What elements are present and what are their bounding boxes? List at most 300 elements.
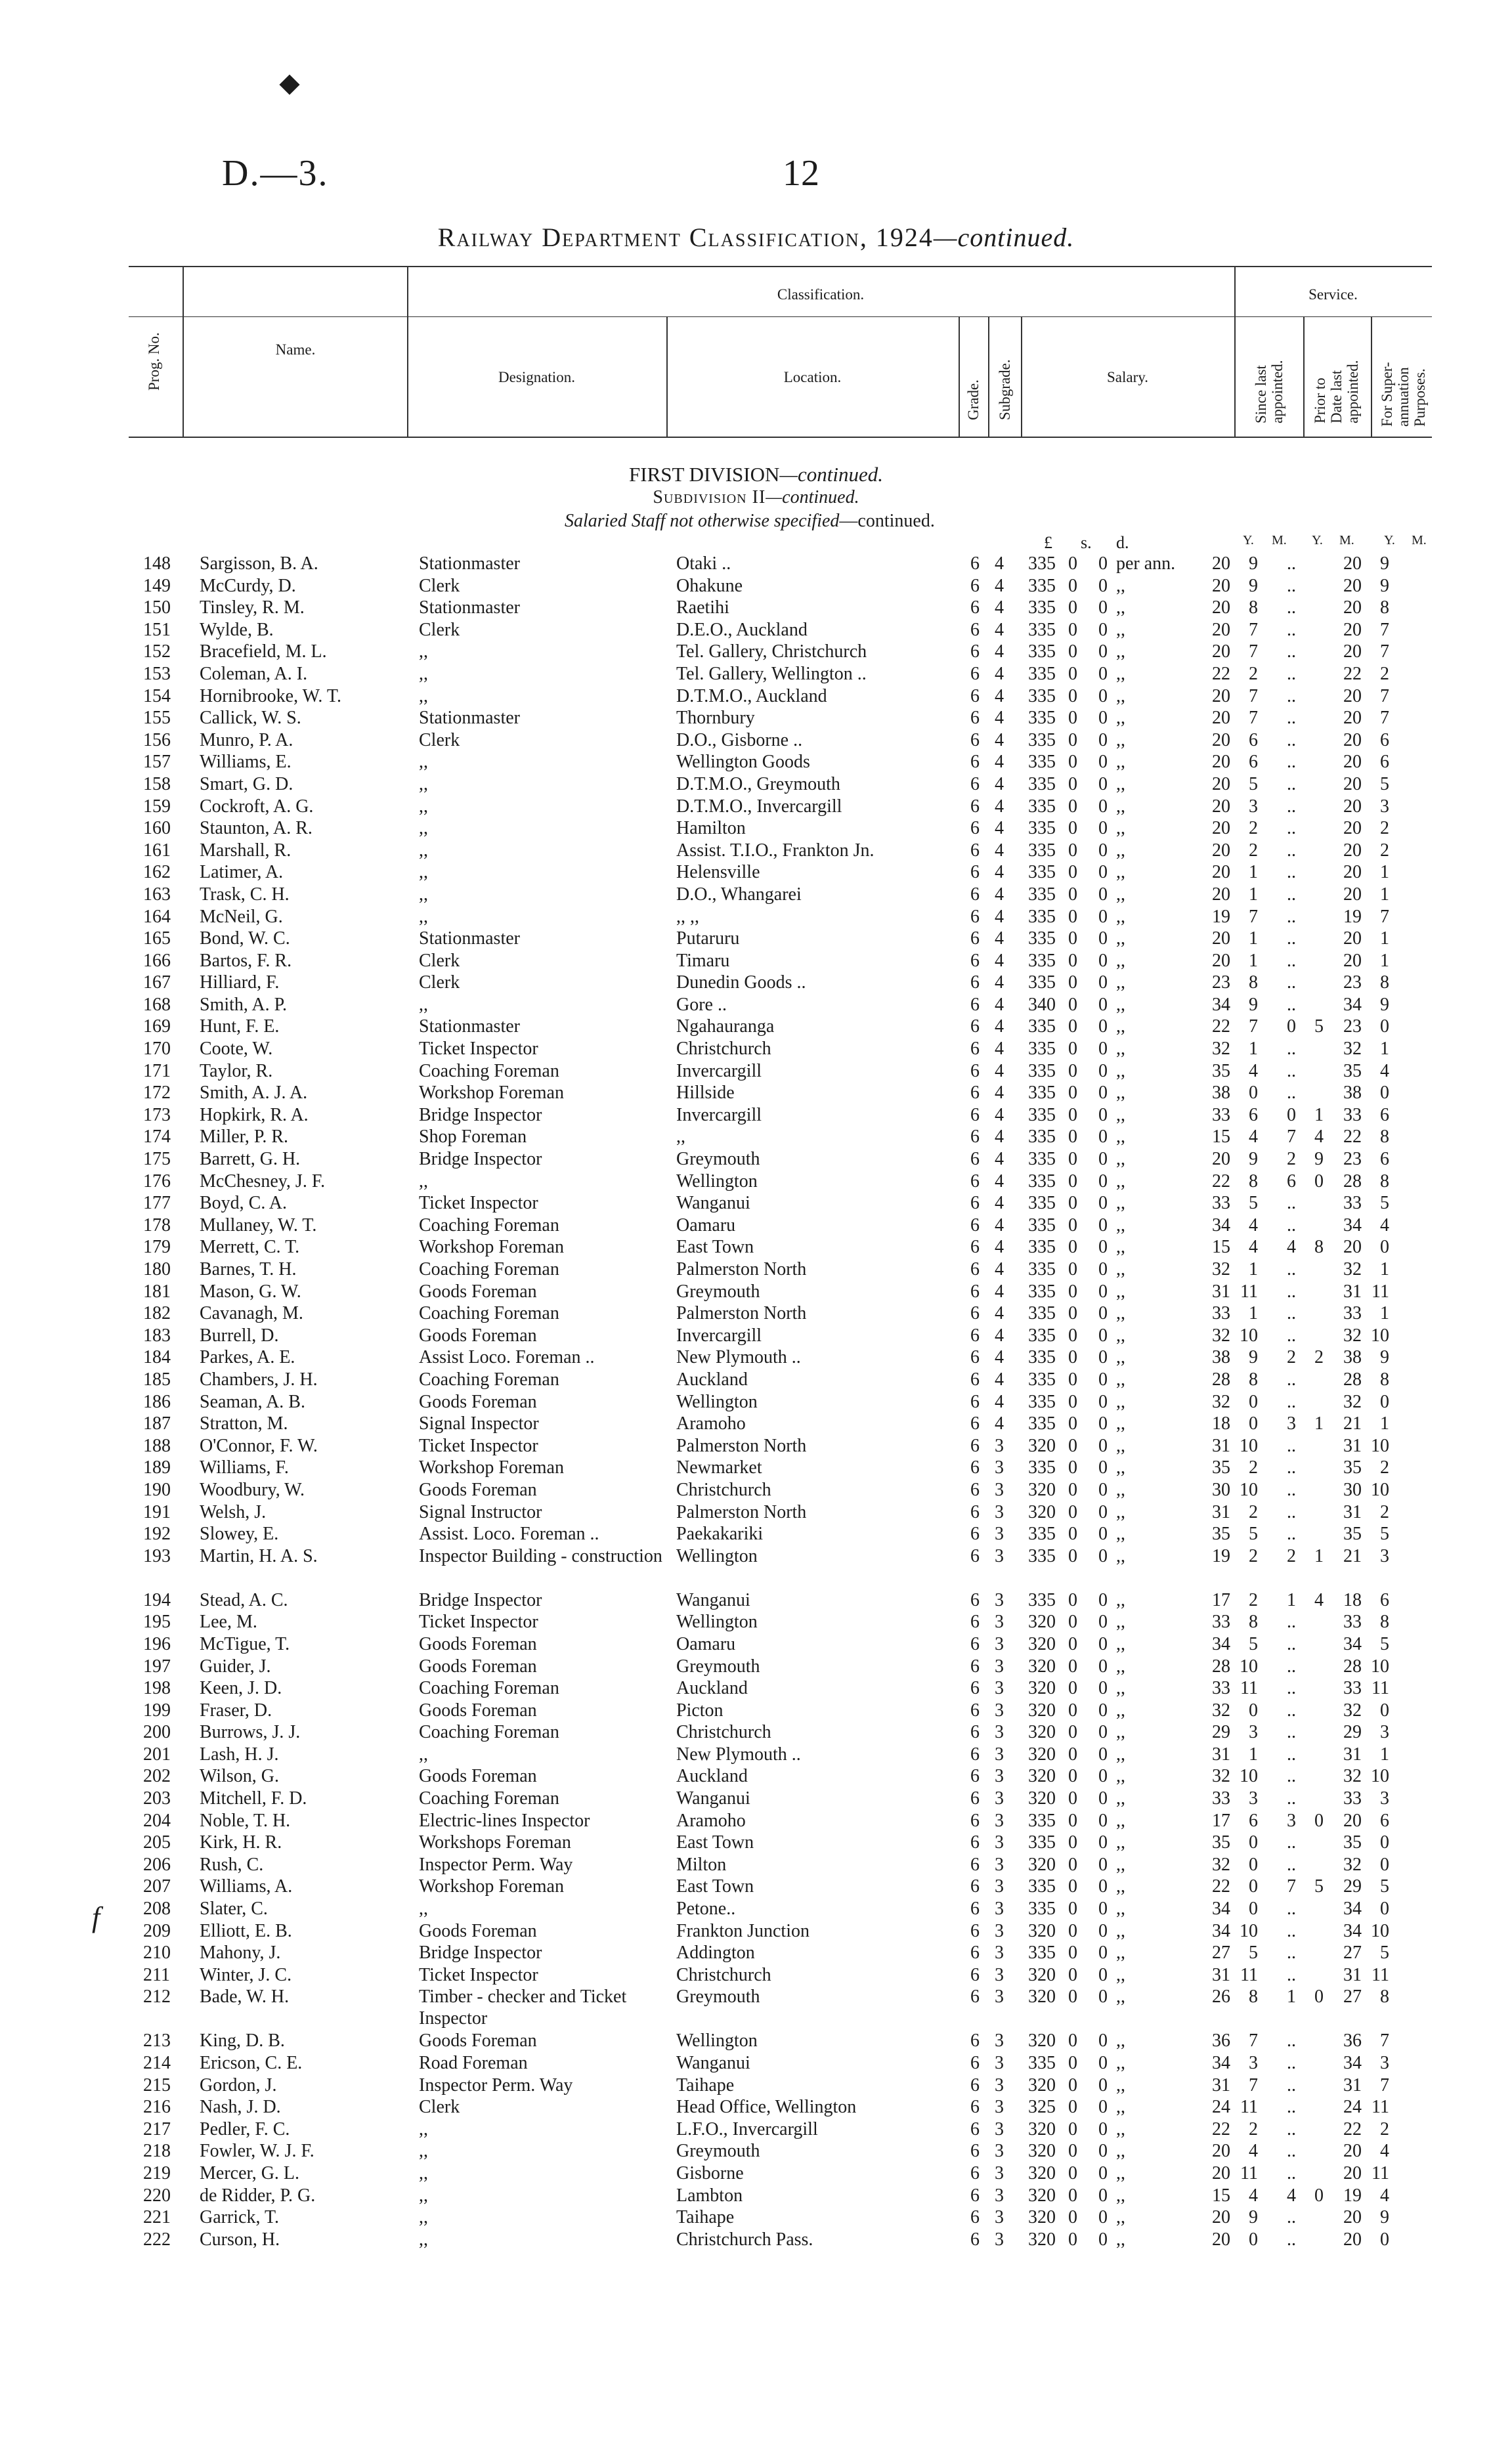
cell-super-years: 31: [1343, 1744, 1362, 1765]
cell-prior-months: [1296, 1523, 1324, 1545]
cell-name: Staunton, A. R.: [200, 818, 313, 839]
cell-name: Welsh, J.: [200, 1501, 267, 1522]
cell-since-years: 33: [1212, 1303, 1230, 1324]
cell-since-months: 11: [1240, 2162, 1258, 2183]
cell-super-years: 20: [1343, 752, 1362, 773]
cell-spacer: [1324, 2229, 1335, 2251]
cell-salary-shillings: 0: [1068, 840, 1077, 861]
cell-grade: 6: [970, 1524, 980, 1545]
table-row: [143, 1765, 1389, 1788]
cell-prior-months: [1296, 1854, 1324, 1876]
cell-spacer: [1258, 1721, 1270, 1744]
cell-prior-months: [1296, 1281, 1324, 1303]
cell-salary-period: ,,: [1116, 1171, 1125, 1192]
cell-salary-period: ,,: [1116, 1524, 1125, 1545]
table-row: [143, 1413, 1389, 1435]
cell-since-months: 8: [1249, 597, 1258, 618]
cell-prior-years: ..: [1287, 2162, 1296, 2183]
cell-spacer: [1324, 1479, 1335, 1501]
cell-super-months: 9: [1380, 575, 1389, 596]
cell-grade: 6: [970, 928, 980, 949]
cell-salary-pounds: 335: [1028, 972, 1056, 993]
cell-salary-pounds: 335: [1028, 1039, 1056, 1060]
cell-prior-years: ..: [1287, 619, 1296, 640]
cell-super-years: 23: [1343, 1016, 1362, 1037]
cell-since-years: 22: [1212, 663, 1230, 684]
cell-grade: 6: [970, 1237, 980, 1258]
cell-salary-pounds: 335: [1028, 1589, 1056, 1610]
cell-super-years: 19: [1343, 2185, 1362, 2206]
cell-prior-months: [1296, 1633, 1324, 1656]
cell-since-months: 5: [1249, 1943, 1258, 1964]
cell-since-months: 0: [1249, 1899, 1258, 1920]
cell-name: Fraser, D.: [200, 1700, 272, 1721]
cell-prog-no: 197: [143, 1656, 171, 1677]
cell-salary-pence: 0: [1098, 773, 1108, 794]
cell-prog-no: 202: [143, 1766, 171, 1787]
cell-designation: Signal Inspector: [419, 1413, 539, 1434]
currency-shillings: s.: [1081, 533, 1092, 552]
cell-name: Wilson, G.: [200, 1766, 279, 1787]
cell-designation: Goods Foreman: [419, 1633, 537, 1654]
cell-prior-months: [1296, 1258, 1324, 1281]
cell-since-years: 20: [1212, 884, 1230, 905]
cell-grade: 6: [970, 1369, 980, 1390]
cell-prog-no: 149: [143, 575, 171, 596]
cell-designation: ,,: [419, 884, 428, 905]
cell-since-months: 2: [1249, 1589, 1258, 1610]
cell-spacer: [1258, 641, 1270, 663]
cell-since-months: 6: [1249, 1104, 1258, 1125]
cell-since-months: 6: [1249, 752, 1258, 773]
cell-prog-no: 175: [143, 1149, 171, 1170]
cell-grade: 6: [970, 1171, 980, 1192]
cell-spacer: [1324, 1258, 1335, 1281]
cell-prior-months: [1296, 884, 1324, 906]
cell-since-months: 10: [1240, 1766, 1258, 1787]
cell-salary-pence: 0: [1098, 1149, 1108, 1170]
cell-prior-months: 2: [1314, 1347, 1324, 1368]
cell-super-years: 20: [1343, 773, 1362, 794]
cell-salary-pence: 0: [1098, 950, 1108, 971]
cell-spacer: [1324, 1060, 1335, 1083]
cell-salary-period: ,,: [1116, 2097, 1125, 2118]
cell-designation: Coaching Foreman: [419, 1369, 559, 1390]
cell-prog-no: 156: [143, 729, 171, 750]
cell-super-years: 30: [1343, 1479, 1362, 1500]
cell-prior-months: [1296, 1214, 1324, 1237]
cell-subgrade: 3: [995, 2141, 1004, 2162]
cell-super-years: 33: [1343, 1612, 1362, 1633]
cell-grade: 6: [970, 1259, 980, 1279]
cell-salary-pence: 0: [1098, 1920, 1108, 1941]
table-row: [143, 575, 1389, 597]
cell-salary-shillings: 0: [1068, 1016, 1077, 1037]
cell-subgrade: 3: [995, 1810, 1004, 1831]
cell-salary-pounds: 335: [1028, 2053, 1056, 2073]
cell-prog-no: 208: [143, 1899, 171, 1920]
cell-subgrade: 4: [995, 950, 1004, 971]
cell-grade: 6: [970, 619, 980, 640]
cell-subgrade: 4: [995, 1016, 1004, 1037]
cell-prior-years: 2: [1287, 1545, 1296, 1566]
cell-grade: 6: [970, 1700, 980, 1721]
cell-subgrade: 4: [995, 1193, 1004, 1214]
cell-spacer: [1324, 1832, 1335, 1854]
cell-salary-pence: 0: [1098, 1413, 1108, 1434]
cell-super-years: 32: [1343, 1259, 1362, 1279]
cell-prog-no: 210: [143, 1943, 171, 1964]
cell-designation: Bridge Inspector: [419, 1589, 542, 1610]
cell-location: Christchurch: [676, 1479, 771, 1500]
cell-name: Miller, P. R.: [200, 1127, 289, 1148]
cell-spacer: [1258, 1611, 1270, 1633]
cell-salary-period: ,,: [1116, 1369, 1125, 1390]
cell-since-years: 27: [1212, 1943, 1230, 1964]
cell-salary-shillings: 0: [1068, 1369, 1077, 1390]
cell-name: Noble, T. H.: [200, 1810, 291, 1831]
cell-name: Mercer, G. L.: [200, 2162, 300, 2183]
cell-super-years: 35: [1343, 1457, 1362, 1478]
cell-super-years: 28: [1343, 1656, 1362, 1677]
cell-salary-pounds: 320: [1028, 1633, 1056, 1654]
cell-salary-shillings: 0: [1068, 2207, 1077, 2228]
cell-salary-period: ,,: [1116, 575, 1125, 596]
cell-grade: 6: [970, 641, 980, 662]
cell-salary-pounds: 335: [1028, 1899, 1056, 1920]
cell-super-months: 10: [1371, 1479, 1389, 1500]
cell-spacer: [1324, 1302, 1335, 1325]
cell-spacer: [1324, 1656, 1335, 1678]
cell-since-years: 30: [1212, 1479, 1230, 1500]
cell-since-years: 24: [1212, 2097, 1230, 2118]
cell-since-years: 34: [1212, 1899, 1230, 1920]
header-subgrade: Subgrade.: [997, 359, 1013, 420]
cell-name: Coleman, A. I.: [200, 663, 308, 684]
cell-since-years: 35: [1212, 1524, 1230, 1545]
cell-salary-shillings: 0: [1068, 1987, 1077, 2008]
table-row: [143, 2185, 1389, 2207]
prior-m-label: M.: [1339, 533, 1354, 548]
cell-salary-period: ,,: [1116, 1589, 1125, 1610]
cell-salary-shillings: 0: [1068, 1104, 1077, 1125]
cell-subgrade: 3: [995, 1524, 1004, 1545]
cell-grade: 6: [970, 1943, 980, 1964]
cell-designation: Ticket Inspector: [419, 1193, 538, 1214]
cell-since-years: 20: [1212, 685, 1230, 706]
cell-prior-years: ..: [1287, 2207, 1296, 2228]
cell-subgrade: 3: [995, 1545, 1004, 1566]
cell-since-months: 7: [1249, 2031, 1258, 2052]
cell-prior-months: [1296, 1788, 1324, 1810]
cell-name: Mitchell, F. D.: [200, 1788, 307, 1809]
cell-salary-shillings: 0: [1068, 1193, 1077, 1214]
table-row: [143, 2206, 1389, 2229]
table-row: [143, 1391, 1389, 1413]
cell-prog-no: 188: [143, 1435, 171, 1456]
cell-salary-period: ,,: [1116, 1083, 1125, 1104]
cell-spacer: [1324, 1765, 1335, 1788]
cell-prog-no: 219: [143, 2162, 171, 2183]
cell-designation: ,,: [419, 685, 428, 706]
cell-salary-pounds: 335: [1028, 597, 1056, 618]
cell-designation: ,,: [419, 2229, 428, 2250]
cell-salary-pounds: 335: [1028, 575, 1056, 596]
cell-prog-no: 217: [143, 2118, 171, 2139]
cell-salary-period: ,,: [1116, 1987, 1125, 2008]
cell-name: McTigue, T.: [200, 1633, 290, 1654]
cell-grade: 6: [970, 553, 980, 574]
cell-designation: Stationmaster: [419, 708, 520, 729]
cell-prior-years: ..: [1287, 1633, 1296, 1654]
cell-salary-shillings: 0: [1068, 1943, 1077, 1964]
cell-location: Taihape: [676, 2074, 735, 2095]
cell-grade: 6: [970, 1744, 980, 1765]
cell-since-months: 9: [1249, 1149, 1258, 1170]
cell-super-months: 10: [1371, 1656, 1389, 1677]
cell-prior-years: ..: [1287, 663, 1296, 684]
cell-spacer: [1258, 1391, 1270, 1413]
cell-since-years: 20: [1212, 862, 1230, 883]
cell-prior-years: ..: [1287, 597, 1296, 618]
cell-subgrade: 4: [995, 1083, 1004, 1104]
cell-grade: 6: [970, 1810, 980, 1831]
header-superannuation: For Super- annuation Purposes.: [1379, 362, 1428, 427]
cell-prior-years: ..: [1287, 1964, 1296, 1985]
cell-subgrade: 3: [995, 1854, 1004, 1875]
cell-since-months: 1: [1249, 862, 1258, 883]
cell-spacer: [1324, 553, 1335, 575]
cell-salary-shillings: 0: [1068, 1964, 1077, 1985]
cell-salary-pounds: 335: [1028, 1545, 1056, 1566]
cell-prog-no: 205: [143, 1832, 171, 1853]
cell-prior-months: [1296, 2206, 1324, 2229]
cell-spacer: [1324, 641, 1335, 663]
cell-super-years: 20: [1343, 2141, 1362, 2162]
cell-super-years: 20: [1343, 1237, 1362, 1258]
cell-location: Aramoho: [676, 1810, 746, 1831]
cell-subgrade: 3: [995, 2118, 1004, 2139]
cell-prog-no: 213: [143, 2031, 171, 2052]
cell-grade: 6: [970, 708, 980, 729]
staff-label: Salaried Staff not otherwise specified: [565, 511, 840, 531]
cell-since-years: 20: [1212, 641, 1230, 662]
header-service: Service.: [1308, 286, 1358, 303]
cell-designation: Workshop Foreman: [419, 1083, 564, 1104]
cell-salary-pounds: 335: [1028, 818, 1056, 839]
cell-prior-years: ..: [1287, 1214, 1296, 1236]
cell-salary-period: ,,: [1116, 1832, 1125, 1853]
cell-prior-years: 7: [1287, 1876, 1296, 1897]
cell-super-months: 3: [1380, 1545, 1389, 1566]
table-row: [143, 729, 1389, 752]
cell-salary-pounds: 320: [1028, 2207, 1056, 2228]
cell-since-months: 5: [1249, 1524, 1258, 1545]
cell-subgrade: 3: [995, 2207, 1004, 2228]
cell-super-years: 32: [1343, 1766, 1362, 1787]
cell-since-months: 4: [1249, 1214, 1258, 1236]
cell-location: Raetihi: [676, 597, 729, 618]
cell-super-months: 3: [1380, 2053, 1389, 2073]
cell-name: Bond, W. C.: [200, 928, 290, 949]
cell-name: King, D. B.: [200, 2031, 285, 2052]
cell-since-months: 5: [1249, 1633, 1258, 1654]
cell-spacer: [1324, 1876, 1335, 1898]
cell-name: Guider, J.: [200, 1656, 271, 1677]
cell-prior-months: [1296, 2074, 1324, 2097]
cell-prior-months: [1296, 1898, 1324, 1920]
cell-salary-period: ,,: [1116, 752, 1125, 773]
cell-salary-pence: 0: [1098, 1171, 1108, 1192]
cell-super-months: 11: [1372, 2162, 1389, 2183]
cell-designation: Shop Foreman: [419, 1127, 527, 1148]
table-row: [143, 884, 1389, 906]
cell-prior-months: [1296, 751, 1324, 773]
cell-salary-pence: 0: [1098, 1656, 1108, 1677]
cell-designation: Ticket Inspector: [419, 1612, 538, 1633]
table-row: [143, 1589, 1389, 1612]
cell-prior-months: [1296, 1302, 1324, 1325]
cell-salary-pence: 0: [1098, 1347, 1108, 1368]
table-row: [143, 1920, 1389, 1943]
cell-location: Aramoho: [676, 1413, 746, 1434]
cell-prog-no: 183: [143, 1325, 171, 1346]
cell-subgrade: 4: [995, 994, 1004, 1015]
cell-prog-no: 164: [143, 906, 171, 927]
cell-designation: Clerk: [419, 2097, 460, 2118]
cell-salary-shillings: 0: [1068, 1545, 1077, 1566]
cell-location: Oamaru: [676, 1633, 736, 1654]
cell-location: Gisborne: [676, 2162, 744, 2183]
table-row: [143, 1148, 1389, 1171]
cell-since-months: 11: [1240, 1678, 1258, 1699]
cell-super-months: 6: [1380, 729, 1389, 750]
cell-since-months: 7: [1249, 1016, 1258, 1037]
table-row: [143, 1545, 1389, 1589]
cell-grade: 6: [970, 1039, 980, 1060]
cell-name: Wylde, B.: [200, 619, 274, 640]
cell-name: Burrell, D.: [200, 1325, 279, 1346]
cell-spacer: [1258, 1854, 1270, 1876]
cell-spacer: [1324, 1810, 1335, 1832]
cell-location: Wellington: [676, 1545, 758, 1566]
cell-subgrade: 3: [995, 1832, 1004, 1853]
cell-location: East Town: [676, 1832, 754, 1853]
cell-prior-years: ..: [1287, 685, 1296, 706]
cell-prior-years: 4: [1287, 1237, 1296, 1258]
cell-prior-months: [1296, 950, 1324, 972]
cell-since-years: 33: [1212, 1104, 1230, 1125]
cell-salary-period: ,,: [1116, 1281, 1125, 1302]
cell-prog-no: 211: [143, 1964, 170, 1985]
cell-super-months: 0: [1380, 1083, 1389, 1104]
cell-super-years: 31: [1343, 1964, 1362, 1985]
cell-prior-years: ..: [1287, 1524, 1296, 1545]
cell-prior-years: ..: [1287, 884, 1296, 905]
cell-prior-years: 3: [1287, 1413, 1296, 1434]
cell-since-months: 1: [1249, 1259, 1258, 1279]
cell-salary-period: ,,: [1116, 1237, 1125, 1258]
header-divider: [1371, 316, 1372, 437]
cell-super-months: 7: [1380, 2074, 1389, 2095]
cell-designation: Clerk: [419, 950, 460, 971]
subdivision-label: Subdivision II: [653, 487, 766, 507]
cell-salary-shillings: 0: [1068, 1920, 1077, 1941]
cell-prog-no: 198: [143, 1678, 171, 1699]
header-divider: [988, 316, 989, 437]
cell-location: D.E.O., Auckland: [676, 619, 808, 640]
cell-grade: 6: [970, 2118, 980, 2139]
cell-spacer: [1324, 1633, 1335, 1656]
header-name: Name.: [275, 341, 316, 358]
cell-prior-years: ..: [1287, 1060, 1296, 1081]
cell-super-years: 18: [1343, 1589, 1362, 1610]
cell-spacer: [1324, 2185, 1335, 2207]
cell-name: Kirk, H. R.: [200, 1832, 282, 1853]
cell-spacer: [1324, 1523, 1335, 1545]
cell-spacer: [1324, 1126, 1335, 1148]
cell-since-months: 9: [1249, 553, 1258, 574]
cell-salary-shillings: 0: [1068, 1083, 1077, 1104]
cell-salary-pounds: 335: [1028, 708, 1056, 729]
cell-salary-pounds: 325: [1028, 2097, 1056, 2118]
cell-location: Palmerston North: [676, 1501, 807, 1522]
cell-super-years: 34: [1343, 994, 1362, 1015]
cell-subgrade: 4: [995, 1281, 1004, 1302]
cell-salary-period: ,,: [1116, 1413, 1125, 1434]
cell-location: Wanganui: [676, 1788, 750, 1809]
cell-prior-months: [1296, 575, 1324, 597]
cell-salary-period: ,,: [1116, 1391, 1125, 1412]
table-row: [143, 1258, 1389, 1281]
cell-super-months: 1: [1380, 862, 1389, 883]
cell-name: Hornibrooke, W. T.: [200, 685, 341, 706]
cell-grade: 6: [970, 1964, 980, 1985]
cell-name: O'Connor, F. W.: [200, 1435, 318, 1456]
header-bottom-rule: [129, 437, 1432, 438]
cell-spacer: [1324, 1104, 1335, 1127]
cell-super-months: 7: [1380, 641, 1389, 662]
cell-spacer: [1324, 1611, 1335, 1633]
cell-subgrade: 4: [995, 619, 1004, 640]
cell-designation: ,,: [419, 994, 428, 1015]
cell-prior-years: ..: [1287, 862, 1296, 883]
cell-spacer: [1324, 994, 1335, 1016]
cell-since-years: 20: [1212, 2141, 1230, 2162]
cell-super-years: 31: [1343, 1435, 1362, 1456]
cell-designation: Coaching Foreman: [419, 1722, 559, 1743]
cell-designation: Ticket Inspector: [419, 1435, 538, 1456]
cell-prog-no: 170: [143, 1039, 171, 1060]
cell-prog-no: 157: [143, 752, 171, 773]
cell-grade: 6: [970, 1501, 980, 1522]
cell-spacer: [1258, 2118, 1270, 2141]
table-row: [143, 663, 1389, 685]
cell-prog-no: 212: [143, 1987, 171, 2008]
cell-location: Milton: [676, 1854, 727, 1875]
cell-salary-pence: 0: [1098, 928, 1108, 949]
cell-salary-pence: 0: [1098, 884, 1108, 905]
cell-location: Christchurch: [676, 1964, 771, 1985]
cell-grade: 6: [970, 1325, 980, 1346]
cell-super-years: 35: [1343, 1060, 1362, 1081]
table-row: [143, 1060, 1389, 1083]
cell-grade: 6: [970, 1104, 980, 1125]
cell-prior-months: [1296, 840, 1324, 862]
cell-subgrade: 3: [995, 1744, 1004, 1765]
cell-salary-period: ,,: [1116, 2074, 1125, 2095]
cell-spacer: [1258, 729, 1270, 752]
